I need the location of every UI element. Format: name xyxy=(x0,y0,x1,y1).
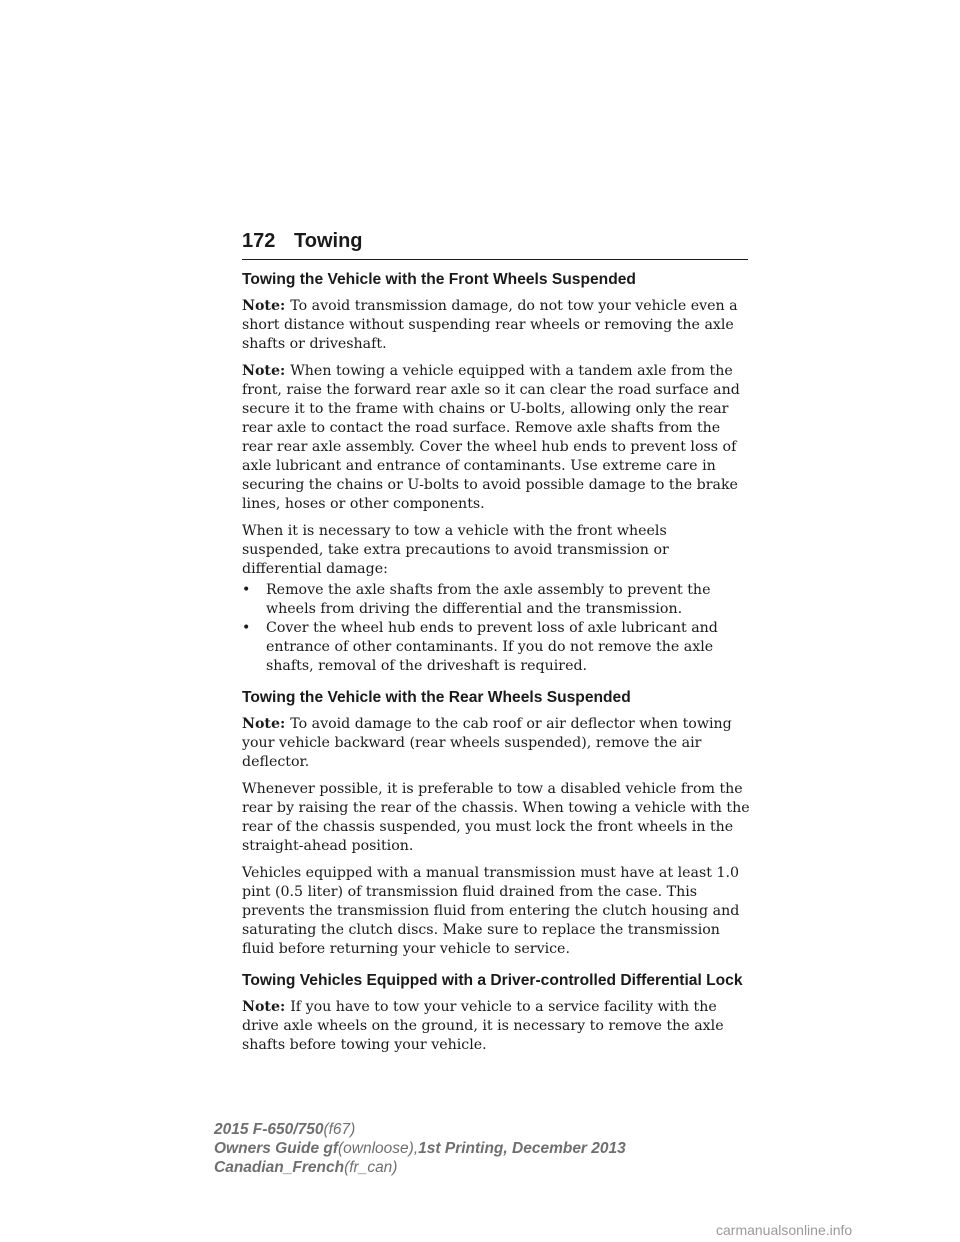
note-text: To avoid damage to the cab roof or air deflector when towing your vehicle backward (rear wheels suspended), remove the air deflector. xyxy=(242,716,732,770)
note-text: To avoid transmission damage, do not tow your vehicle even a short distance without suspending rear wheels or removing the axle shafts or driveshaft. xyxy=(242,298,738,352)
bullet: • xyxy=(242,582,251,598)
para-rear-2: Vehicles equipped with a manual transmission must have at least 1.0 pint (0.5 liter) of transmission fluid drained from the case. This prevents the transmission fluid from entering the clutch housing and saturating the clutch discs. Make sure to replace the transmission fluid before returning your vehicle to service. xyxy=(242,865,740,957)
note-diff-1 xyxy=(242,998,752,1055)
para-front: When it is necessary to tow a vehicle with the front wheels suspended, take extra precautions to avoid transmission or differential damage: xyxy=(242,523,669,577)
page-number: 172 xyxy=(242,230,276,252)
page-header xyxy=(242,230,748,260)
heading-front-wheels: Towing the Vehicle with the Front Wheels Suspended xyxy=(242,271,636,288)
bullet: • xyxy=(242,620,251,636)
print-footer xyxy=(214,1120,774,1177)
note-front-1 xyxy=(242,297,752,354)
note-rear-1 xyxy=(242,715,752,772)
note-label: Note: xyxy=(242,999,291,1015)
watermark: carmanualsonline.info xyxy=(716,1222,853,1238)
heading-differential-lock: Towing Vehicles Equipped with a Driver-controlled Differential Lock xyxy=(242,972,743,989)
para-rear-1: Whenever possible, it is preferable to tow a disabled vehicle from the rear by raising the rear of the chassis. When towing a vehicle with the rear of the chassis suspended, you must lock the front wheels in the straight-ahead position. xyxy=(242,781,750,854)
list-item: • Cover the wheel hub ends to prevent loss of axle lubricant and entrance of other contaminants. If you do not remove the axle shafts, removal of the driveshaft is required. xyxy=(242,620,718,674)
heading-rear-wheels: Towing the Vehicle with the Rear Wheels Suspended xyxy=(242,689,631,706)
footer-line-2: Owners Guide gf(ownloose),1st Printing, December 2013 xyxy=(214,1140,626,1157)
page-content xyxy=(242,270,752,1063)
list-item: • Remove the axle shafts from the axle assembly to prevent the wheels from driving the differential and the transmission. xyxy=(242,582,711,617)
note-label: Note: xyxy=(242,298,291,314)
footer-line-3: Canadian_French(fr_can) xyxy=(214,1159,398,1176)
header-rule xyxy=(242,259,748,260)
note-text: If you have to tow your vehicle to a service facility with the drive axle wheels on the ground, it is necessary to remove the axle shafts before towing your vehicle. xyxy=(242,999,724,1053)
note-text: When towing a vehicle equipped with a tandem axle from the front, raise the forward rear axle so it can clear the road surface and secure it to the frame with chains or U-bolts, allowing only the rear rear axle to contact the road surface. Remove axle shafts from the rear rear axle assembly. Cover the wheel hub ends to prevent loss of axle lubricant and entrance of contaminants. Use extreme care in securing the chains or U-bolts to avoid possible damage to the brake lines, hoses or other components. xyxy=(242,363,740,512)
note-front-2 xyxy=(242,362,752,514)
bullet-list xyxy=(242,581,752,676)
section-title: Towing xyxy=(294,230,363,252)
footer-line-1: 2015 F-650/750(f67) xyxy=(214,1121,356,1138)
note-label: Note: xyxy=(242,363,291,379)
note-label: Note: xyxy=(242,716,291,732)
